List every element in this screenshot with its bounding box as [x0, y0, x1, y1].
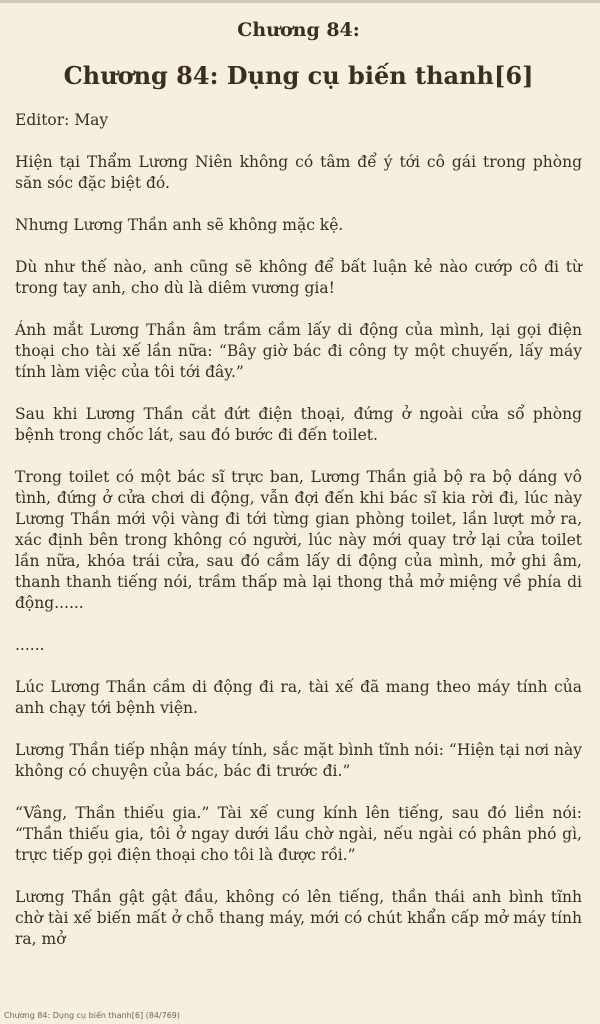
- paragraph-editor: Editor: May: [15, 111, 109, 129]
- paragraph: Hiện tại Thẩm Lương Niên không có tâm để ý tới cô gái trong phòng săn sóc đặc biệt đó.: [15, 153, 582, 192]
- paragraph-ellipsis: ......: [15, 636, 45, 654]
- paragraph: Lúc Lương Thần cầm di động đi ra, tài xế đã mang theo máy tính của anh chạy tới bệnh viện.: [15, 678, 582, 717]
- chapter-title: Chương 84: Dụng cụ biến thanh[6]: [63, 61, 534, 90]
- reading-status-footer: Chương 84: Dụng cụ biến thanh[6] (84/769): [4, 1011, 181, 1020]
- paragraph: Ánh mắt Lương Thần âm trầm cầm lấy di động của mình, lại gọi điện thoại cho tài xế lần nữa: “Bây giờ bác đi công ty một chuyến, lấy máy tính làm việc của tôi tới đây.”: [15, 321, 582, 381]
- paragraph: “Vâng, Thần thiếu gia.” Tài xế cung kính lên tiếng, sau đó liền nói: “Thần thiếu gia, tôi ở ngay dưới lầu chờ ngài, nếu ngài có phân phó gì, trực tiếp gọi điện thoại cho tôi là được rồi.”: [15, 804, 582, 864]
- paragraph: Trong toilet có một bác sĩ trực ban, Lương Thần giả bộ ra bộ dáng vô tình, đứng ở cửa chơi di động, vẫn đợi đến khi bác sĩ kia rời đi, lúc này Lương Thần mới vội vàng đi tới từng gian phòng toilet, lần lượt mở ra, xác định bên trong không có người, lúc này mới quay trở lại cửa toilet lần nữa, khóa trái cửa, sau đó cầm lấy di động của mình, mở ghi âm, thanh thanh tiếng nói, trầm thấp mà lại thong thả mở miệng về phía di động......: [15, 468, 582, 612]
- chapter-header: Chương 84:: [237, 19, 360, 41]
- top-divider: [0, 0, 600, 3]
- paragraph: Sau khi Lương Thần cắt đứt điện thoại, đứng ở ngoài cửa sổ phòng bệnh trong chốc lát, sau đó bước đi đến toilet.: [15, 405, 582, 444]
- paragraph: Nhưng Lương Thần anh sẽ không mặc kệ.: [15, 216, 344, 234]
- reader-content[interactable]: [15, 14, 582, 971]
- paragraph: Lương Thần gật gật đầu, không có lên tiếng, thần thái anh bình tĩnh chờ tài xế biến mất ở chỗ thang máy, mới có chút khẩn cấp mở máy tính ra, mở: [15, 888, 582, 948]
- paragraph: Lương Thần tiếp nhận máy tính, sắc mặt bình tĩnh nói: “Hiện tại nơi này không có chuyện của bác, bác đi trước đi.”: [15, 741, 582, 780]
- paragraph: Dù như thế nào, anh cũng sẽ không để bất luận kẻ nào cướp cô đi từ trong tay anh, cho dù là diêm vương gia!: [15, 258, 582, 297]
